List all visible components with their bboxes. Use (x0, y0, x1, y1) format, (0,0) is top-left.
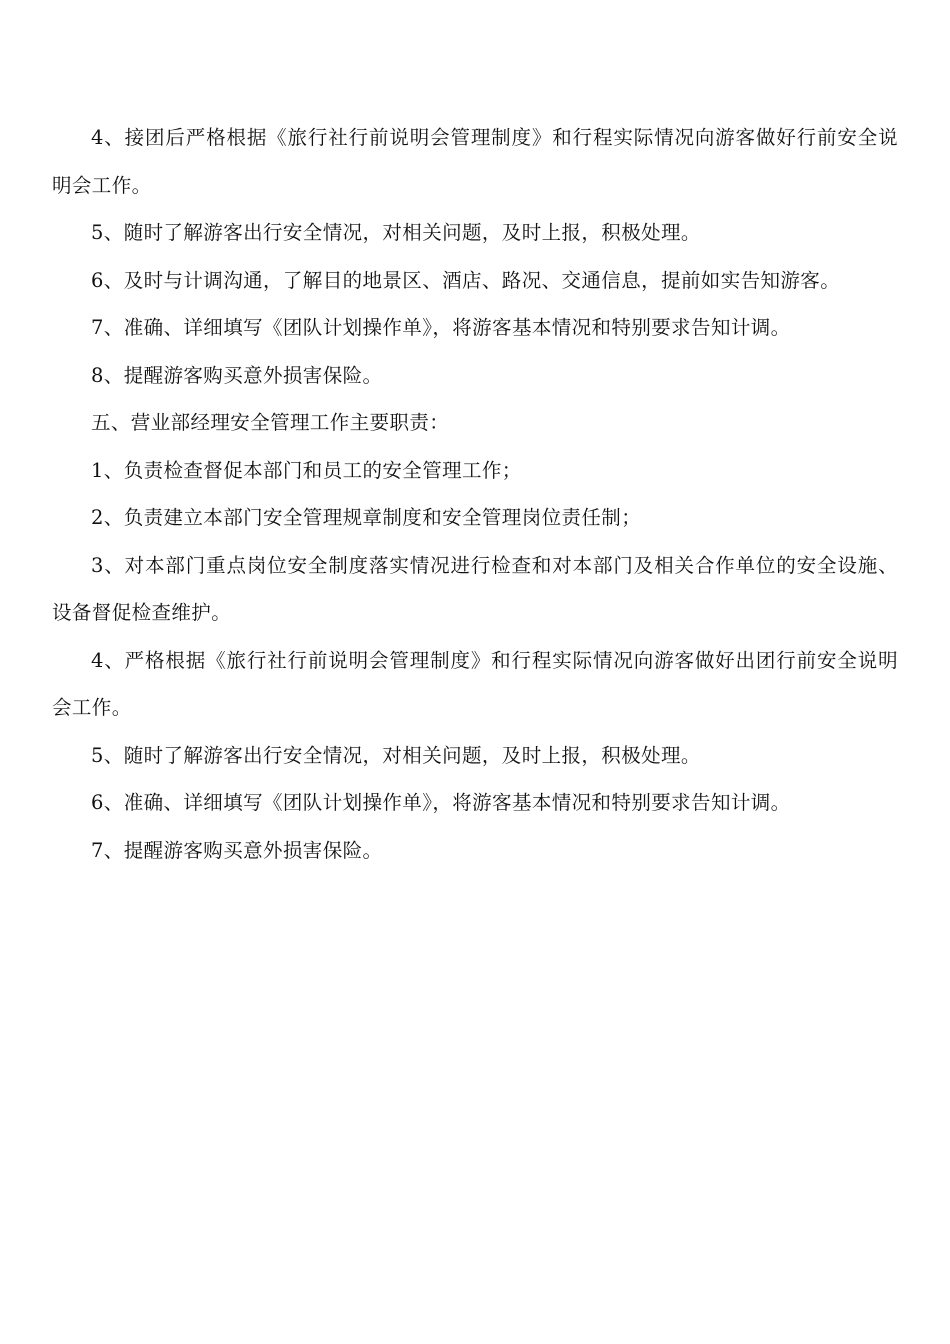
paragraph-manager-4: 4、严格根据《旅行社行前说明会管理制度》和行程实际情况向游客做好出团行前安全说明会工作。 (52, 648, 898, 719)
paragraph-guide-6: 6、及时与计调沟通，了解目的地景区、酒店、路况、交通信息，提前如实告知游客。 (91, 268, 841, 292)
document-body (52, 114, 898, 874)
paragraph-guide-7: 7、准确、详细填写《团队计划操作单》，将游客基本情况和特别要求告知计调。 (91, 316, 791, 339)
section-heading-manager-duties: 五、营业部经理安全管理工作主要职责： (91, 411, 450, 434)
paragraph-manager-5: 5、随时了解游客出行安全情况，对相关问题，及时上报，积极处理。 (91, 743, 701, 767)
paragraph-guide-5: 5、随时了解游客出行安全情况，对相关问题，及时上报，积极处理。 (91, 221, 701, 244)
paragraph-manager-7: 7、提醒游客购买意外损害保险。 (91, 838, 383, 862)
paragraph-manager-2: 2、负责建立本部门安全管理规章制度和安全管理岗位责任制； (91, 506, 642, 529)
paragraph-manager-6: 6、准确、详细填写《团队计划操作单》，将游客基本情况和特别要求告知计调。 (91, 791, 791, 814)
paragraph-manager-3: 3、对本部门重点岗位安全制度落实情况进行检查和对本部门及相关合作单位的安全设施、设备督促检查维护。 (52, 553, 898, 624)
paragraph-guide-8: 8、提醒游客购买意外损害保险。 (91, 363, 383, 387)
paragraph-manager-1: 1、负责检查督促本部门和员工的安全管理工作； (91, 458, 522, 482)
paragraph-guide-4: 4、接团后严格根据《旅行社行前说明会管理制度》和行程实际情况向游客做好行前安全说明会工作。 (52, 126, 898, 197)
